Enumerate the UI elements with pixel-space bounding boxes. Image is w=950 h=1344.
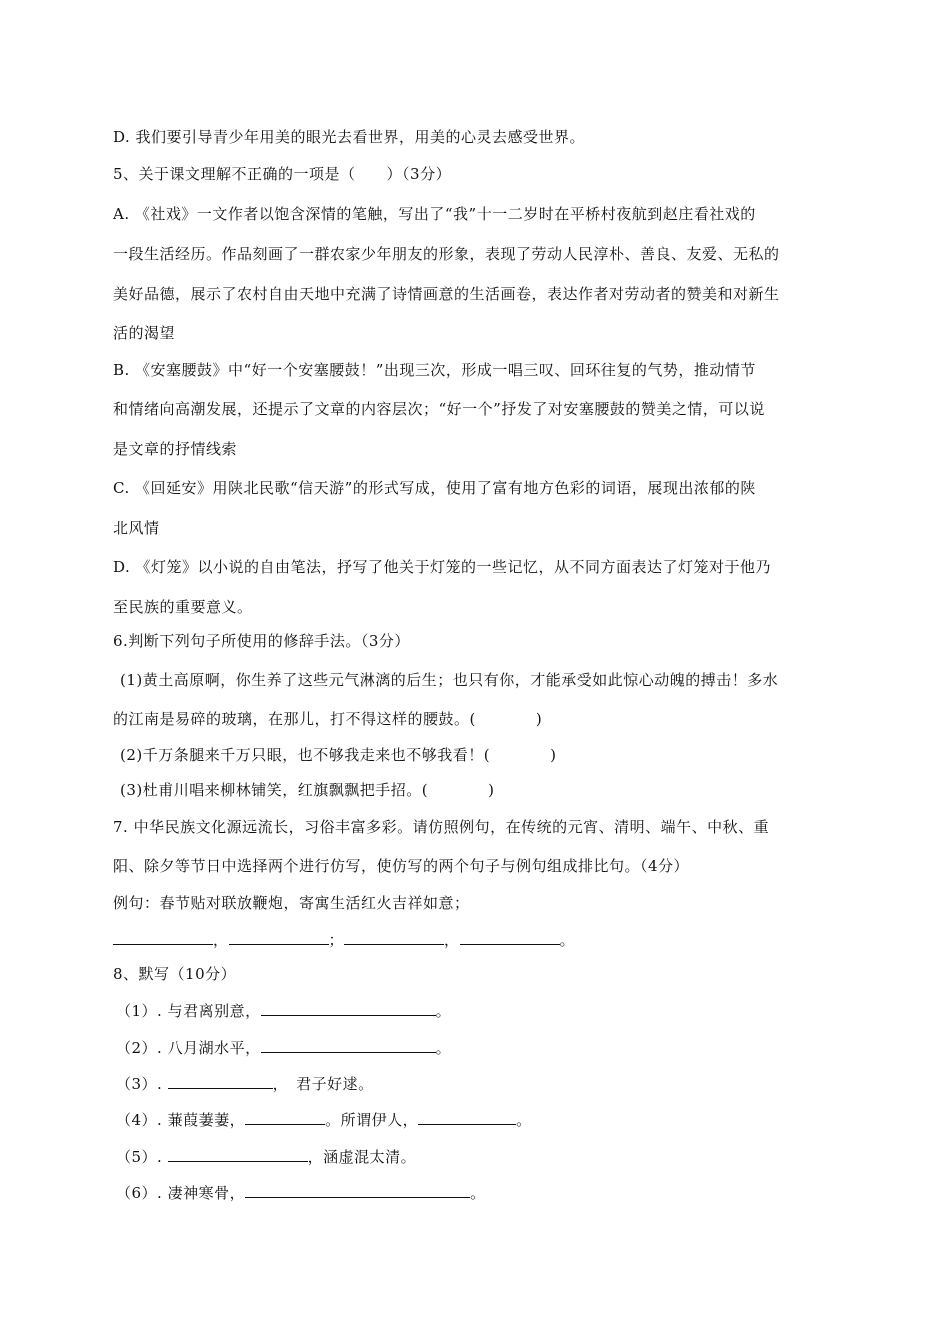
q6-sentence2: [120, 745, 850, 765]
q8-item4-end: 。: [516, 1111, 532, 1129]
q7-blank-3[interactable]: [344, 929, 444, 945]
q8-item4: [116, 1109, 846, 1130]
q7-stem-line2: 阳、除夕等节日中选择两个进行仿写，使仿写的两个句子与例句组成排比句。（4分）: [113, 857, 690, 875]
q6-close-paren: ): [488, 781, 495, 799]
q7-sep-2: ；: [328, 931, 345, 949]
q8-item6-prompt: （6）. 凄神寒骨，: [116, 1184, 246, 1202]
q8-item1-prompt: （1）. 与君离别意，: [116, 1002, 261, 1020]
q7-sep-1: ，: [213, 931, 229, 949]
q8-item6-blank[interactable]: [245, 1182, 470, 1198]
q4-option-d: D. 我们要引导青少年用美的眼光去看世界，用美的心灵去感受世界。: [113, 128, 586, 146]
q8-item4-middle: 。所谓伊人，: [325, 1111, 419, 1129]
q8-item3: [116, 1073, 846, 1094]
q7-stem-line1: 7. 中华民族文化源远流长，习俗丰富多彩。请仿照例句，在传统的元宵、清明、端午、中秋、重: [113, 818, 770, 836]
q8-item2-blank[interactable]: [261, 1037, 436, 1053]
q5-option-a-line1: A. 《社戏》一文作者以饱含深情的笔触，写出了“我”十一二岁时在平桥村夜航到赵庄看社戏的: [113, 205, 756, 223]
q8-item2: [116, 1037, 846, 1058]
q7-example: 例句：春节贴对联放鞭炮，寄寓生活红火吉祥如意；: [113, 894, 470, 912]
q8-item5: [116, 1146, 846, 1167]
q5-option-c-line2: 北风情: [113, 519, 160, 537]
q6-close-paren: ): [535, 710, 543, 728]
q8-item4-blank-2[interactable]: [418, 1109, 516, 1125]
q6-sentence1-line1: (1)黄土高原啊，你生养了这些元气淋漓的后生；也只有你，才能承受如此惊心动魄的搏击！多水: [120, 671, 779, 689]
q5-option-b-line1: B. 《安塞腰鼓》中“好一个安塞腰鼓！”出现三次，形成一唱三叹、回环往复的气势，推动情节: [113, 361, 756, 379]
q6-sentence1-text: 的江南是易碎的玻璃，在那儿，打不得这样的腰鼓。(: [113, 710, 476, 728]
q5-option-b-line3: 是文章的抒情线索: [113, 440, 238, 458]
q7-blank-2[interactable]: [229, 929, 329, 945]
q8-item3-prompt: （3）.: [116, 1075, 168, 1093]
q8-item1: [116, 1000, 846, 1021]
q8-item4-blank-1[interactable]: [245, 1109, 325, 1125]
q6-sentence2-text: (2)千万条腿来千万只眼，也不够我走来也不够我看！(: [120, 746, 491, 764]
q5-stem: 5、关于课文理解不正确的一项是（ ）（3分）: [113, 165, 452, 183]
q7-answer-line: [113, 929, 843, 950]
q7-end: 。: [559, 931, 576, 949]
q8-item2-end: 。: [435, 1039, 452, 1057]
q5-option-d-line2: 至民族的重要意义。: [113, 598, 253, 616]
q8-item5-blank[interactable]: [168, 1146, 308, 1162]
q6-close-paren: ): [550, 746, 557, 764]
q8-item1-end: 。: [435, 1002, 452, 1020]
q7-sep-3: ，: [444, 931, 460, 949]
q5-option-c-line1: C. 《回延安》用陕北民歌“信天游”的形式写成，使用了富有地方色彩的词语，展现出浓郁的陕: [113, 479, 756, 497]
q8-item1-blank[interactable]: [261, 1000, 436, 1016]
q5-option-b-line2: 和情绪向高潮发展，还提示了文章的内容层次；“好一个”抒发了对安塞腰鼓的赞美之情，可以说: [113, 400, 765, 418]
q6-sentence3-text: (3)杜甫川唱来柳林铺笑，红旗飘飘把手招。(: [120, 781, 429, 799]
q8-item5-suffix: ，涵虚混太清。: [307, 1148, 417, 1166]
q8-item3-suffix: ， 君子好逑。: [272, 1075, 374, 1093]
q5-option-a-line2: 一段生活经历。作品刻画了一群农家少年朋友的形象，表现了劳动人民淳朴、善良、友爱、无私的: [113, 245, 780, 263]
q7-blank-4[interactable]: [460, 929, 560, 945]
q5-option-d-line1: D. 《灯笼》以小说的自由笔法，抒写了他关于灯笼的一些记忆，从不同方面表达了灯笼对于他乃: [113, 558, 772, 576]
q8-item4-prompt: （4）. 蒹葭萋萋，: [116, 1111, 246, 1129]
q5-option-a-line3: 美好品德，展示了农村自由天地中充满了诗情画意的生活画卷，表达作者对劳动者的赞美和对新生: [113, 285, 780, 303]
q8-item3-blank[interactable]: [168, 1073, 273, 1089]
q8-item6-end: 。: [470, 1184, 486, 1202]
q7-blank-1[interactable]: [113, 929, 213, 945]
q8-item5-prompt: （5）.: [116, 1148, 168, 1166]
q5-option-a-line4: 活的渴望: [113, 324, 176, 342]
q8-item2-prompt: （2）. 八月湖水平，: [116, 1039, 261, 1057]
q6-stem: 6.判断下列句子所使用的修辞手法。（3分）: [113, 632, 410, 650]
q8-item6: [116, 1182, 846, 1203]
q6-sentence3: [120, 780, 850, 800]
q6-sentence1-line2: [113, 709, 843, 729]
q8-stem: 8、默写（10分）: [113, 965, 237, 983]
